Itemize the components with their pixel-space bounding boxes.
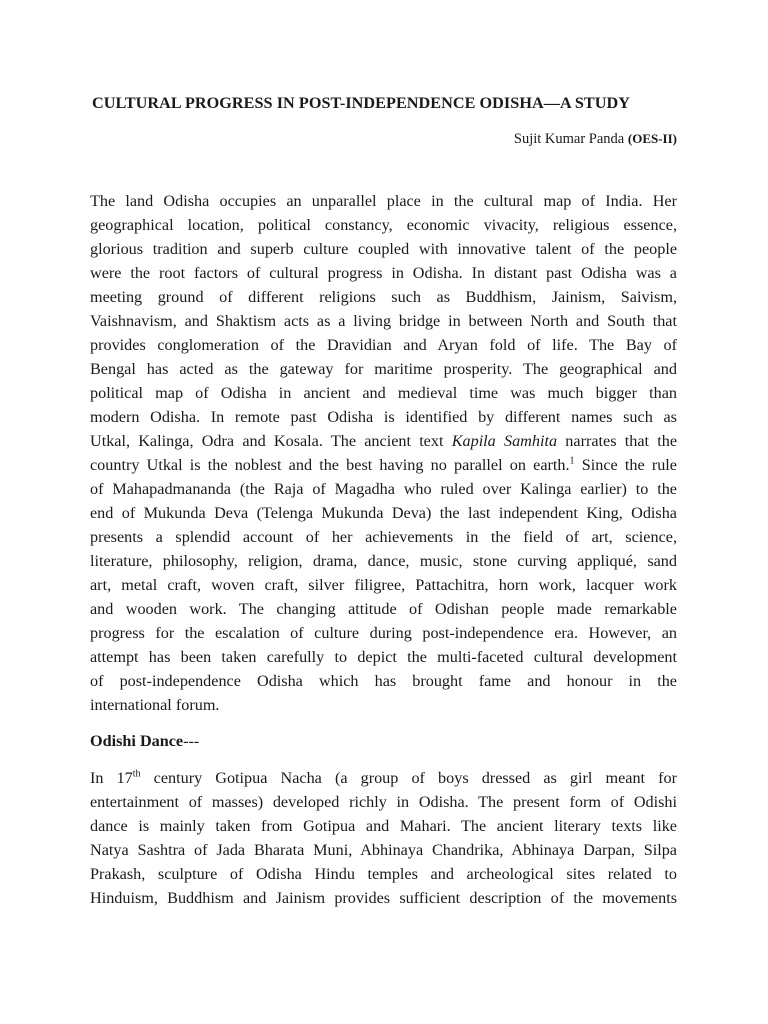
- paragraph-line: attempt has been taken carefully to depict the multi-faceted cultural development: [90, 648, 677, 666]
- author-grade: (OES-II): [627, 131, 677, 146]
- paragraph-line: modern Odisha. In remote past Odisha is identified by different names such as: [90, 408, 677, 426]
- document-title: CULTURAL PROGRESS IN POST-INDEPENDENCE ODISHA—A STUDY: [92, 94, 631, 112]
- paragraph-line: Natya Sashtra of Jada Bharata Muni, Abhinaya Chandrika, Abhinaya Darpan, Silpa: [90, 841, 677, 859]
- paragraph-line-with-footnote: [90, 453, 677, 477]
- italic-title: Kapila Samhita: [451, 432, 558, 450]
- paragraph-line: political map of Odisha in ancient and medieval time was much bigger than: [90, 384, 677, 402]
- paragraph-line: The land Odisha occupies an unparallel place in the cultural map of India. Her: [90, 192, 677, 210]
- paragraph-line-with-superscript: [90, 766, 677, 790]
- line-text: Utkal, Kalinga, Odra and Kosala. The ancient text: [90, 432, 444, 450]
- paragraph-line: dance is mainly taken from Gotipua and Mahari. The ancient literary texts like: [90, 817, 677, 835]
- author-name: Sujit Kumar Panda: [513, 131, 625, 147]
- paragraph-line: glorious tradition and superb culture coupled with innovative talent of the people: [90, 240, 677, 258]
- paragraph-line: Prakash, sculpture of Odisha Hindu temples and archeological sites related to: [90, 865, 677, 883]
- section-heading-text: Odishi Dance: [90, 732, 184, 750]
- paragraph-line: Bengal has acted as the gateway for maritime prosperity. The geographical and: [90, 360, 677, 378]
- paragraph-line: art, metal craft, woven craft, silver filigree, Pattachitra, horn work, lacquer work: [90, 576, 677, 594]
- paragraph-line: geographical location, political constancy, economic vivacity, religious essence,: [90, 216, 677, 234]
- intro-paragraph: [90, 189, 677, 717]
- line-text: narrates that the: [565, 432, 678, 450]
- paragraph-line-with-italic: [90, 429, 677, 453]
- paragraph-line: entertainment of masses) developed richly in Odisha. The present form of Odishi: [90, 793, 677, 811]
- paragraph-line: meeting ground of different religions such as Buddhism, Jainism, Saivism,: [90, 288, 677, 306]
- paragraph-line: presents a splendid account of her achievements in the field of art, science,: [90, 528, 677, 546]
- paragraph-line: end of Mukunda Deva (Telenga Mukunda Deva) the last independent King, Odisha: [90, 504, 677, 522]
- line-text: century Gotipua Nacha (a group of boys dressed as girl meant for: [153, 769, 678, 787]
- paragraph-line: progress for the escalation of culture during post-independence era. However, an: [90, 624, 677, 642]
- section-heading-suffix: ---: [183, 732, 200, 750]
- paragraph-line: international forum.: [90, 696, 220, 714]
- odishi-dance-paragraph: [90, 766, 677, 910]
- ordinal-suffix: th: [132, 768, 141, 780]
- paragraph-line: of Mahapadmananda (the Raja of Magadha who ruled over Kalinga earlier) to the: [90, 480, 677, 498]
- paragraph-line: Vaishnavism, and Shaktism acts as a living bridge in between North and South that: [90, 312, 677, 330]
- author-line: [514, 131, 677, 148]
- paragraph-line: were the root factors of cultural progress in Odisha. In distant past Odisha was a: [90, 264, 677, 282]
- paragraph-line: literature, philosophy, religion, drama, dance, music, stone curving appliqué, sand: [90, 552, 677, 570]
- section-heading-odishi-dance: [90, 732, 199, 751]
- footnote-marker[interactable]: 1: [569, 455, 575, 467]
- paragraph-line: of post-independence Odisha which has brought fame and honour in the: [90, 672, 677, 690]
- paragraph-line: provides conglomeration of the Dravidian and Aryan fold of life. The Bay of: [90, 336, 677, 354]
- line-text: Since the rule: [581, 456, 677, 474]
- paragraph-line: and wooden work. The changing attitude of Odishan people made remarkable: [90, 600, 677, 618]
- line-text: In 17: [90, 769, 133, 787]
- line-text: country Utkal is the noblest and the best having no parallel on earth.: [90, 456, 570, 474]
- paragraph-line: Hinduism, Buddhism and Jainism provides sufficient description of the movements: [90, 889, 677, 907]
